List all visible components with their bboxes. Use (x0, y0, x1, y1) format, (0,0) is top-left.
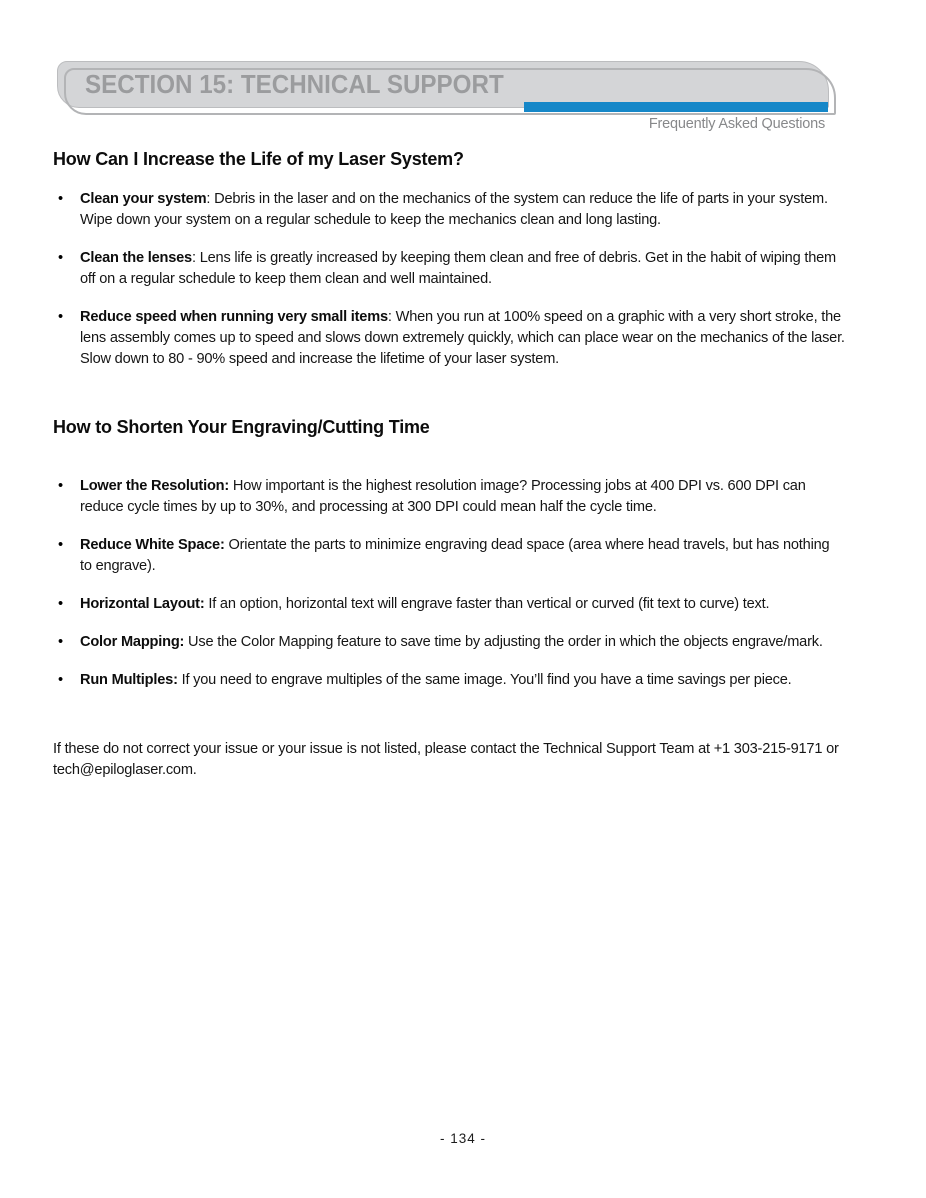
bullet-lead: Reduce White Space: (80, 537, 225, 553)
bullet-text: If an option, horizontal text will engrave faster than vertical or curved (fit text to curve) text. (204, 596, 770, 612)
contact-paragraph: If these do not correct your issue or your issue is not listed, please contact the Technical Support Team at +1 303-215-9171 or tech@epiloglaser.com. (53, 741, 839, 778)
bullet-lead: Color Mapping: (80, 634, 185, 650)
bullet-list-shorten-time (53, 476, 845, 691)
bullet-icon (58, 307, 63, 328)
list-item (53, 670, 845, 691)
bullet-lead: Reduce speed when running very small items (80, 309, 388, 325)
bullet-icon (58, 535, 63, 556)
list-item (53, 248, 845, 290)
section-shorten-engraving-time (53, 417, 845, 691)
bullet-list-laser-life (53, 189, 845, 370)
bullet-text: : When you run at 100% speed on a graphic with a very short stroke, the lens assembly comes up to speed and slows down extremely quickly, which can place wear on the mechanics of the laser. Slow down to 80 - 90% speed and increase the lifetime of your laser system. (80, 309, 845, 367)
bullet-lead: Clean your system (80, 191, 207, 207)
bullet-text: : Debris in the laser and on the mechanics of the system can reduce the life of parts in your system. Wipe down your system on a regular schedule to keep the mechanics clean and long lasting. (80, 191, 828, 228)
bullet-lead: Run Multiples: (80, 672, 178, 688)
section-increase-laser-life (53, 149, 845, 370)
bullet-lead: Horizontal Layout: (80, 596, 205, 612)
page-content (53, 149, 845, 781)
list-item (53, 307, 845, 370)
section-banner-title: SECTION 15: TECHNICAL SUPPORT (85, 69, 504, 99)
heading-shorten-engraving-time: How to Shorten Your Engraving/Cutting Time (53, 417, 430, 437)
bullet-icon (58, 670, 63, 691)
list-item (53, 189, 845, 231)
bullet-icon (58, 248, 63, 269)
heading-increase-laser-life: How Can I Increase the Life of my Laser System? (53, 149, 464, 169)
bullet-icon (58, 594, 63, 615)
bullet-icon (58, 189, 63, 210)
bullet-text: How important is the highest resolution image? Processing jobs at 400 DPI vs. 600 DPI can reduce cycle times by up to 30%, and processing at 300 DPI could mean half the cycle time. (80, 478, 806, 515)
list-item (53, 476, 845, 518)
list-item (53, 535, 845, 577)
bullet-text: If you need to engrave multiples of the same image. You’ll find you have a time savings per piece. (177, 672, 792, 688)
bullet-text: Use the Color Mapping feature to save time by adjusting the order in which the objects engrave/mark. (184, 634, 823, 650)
bullet-icon (58, 632, 63, 653)
list-item (53, 594, 845, 615)
bullet-text: Orientate the parts to minimize engraving dead space (area where head travels, but has nothing to engrave). (80, 537, 830, 574)
banner-accent-bar (524, 102, 828, 112)
bullet-text: : Lens life is greatly increased by keeping them clean and free of debris. Get in the habit of wiping them off on a regular schedule to keep them clean and well maintained. (80, 250, 836, 287)
page-subtitle: Frequently Asked Questions (648, 116, 825, 132)
list-item (53, 632, 845, 653)
bullet-lead: Clean the lenses (80, 250, 192, 266)
section-banner (57, 61, 829, 108)
bullet-lead: Lower the Resolution: (80, 478, 230, 494)
bullet-icon (58, 476, 63, 497)
page-number: - 134 - (439, 1131, 487, 1146)
